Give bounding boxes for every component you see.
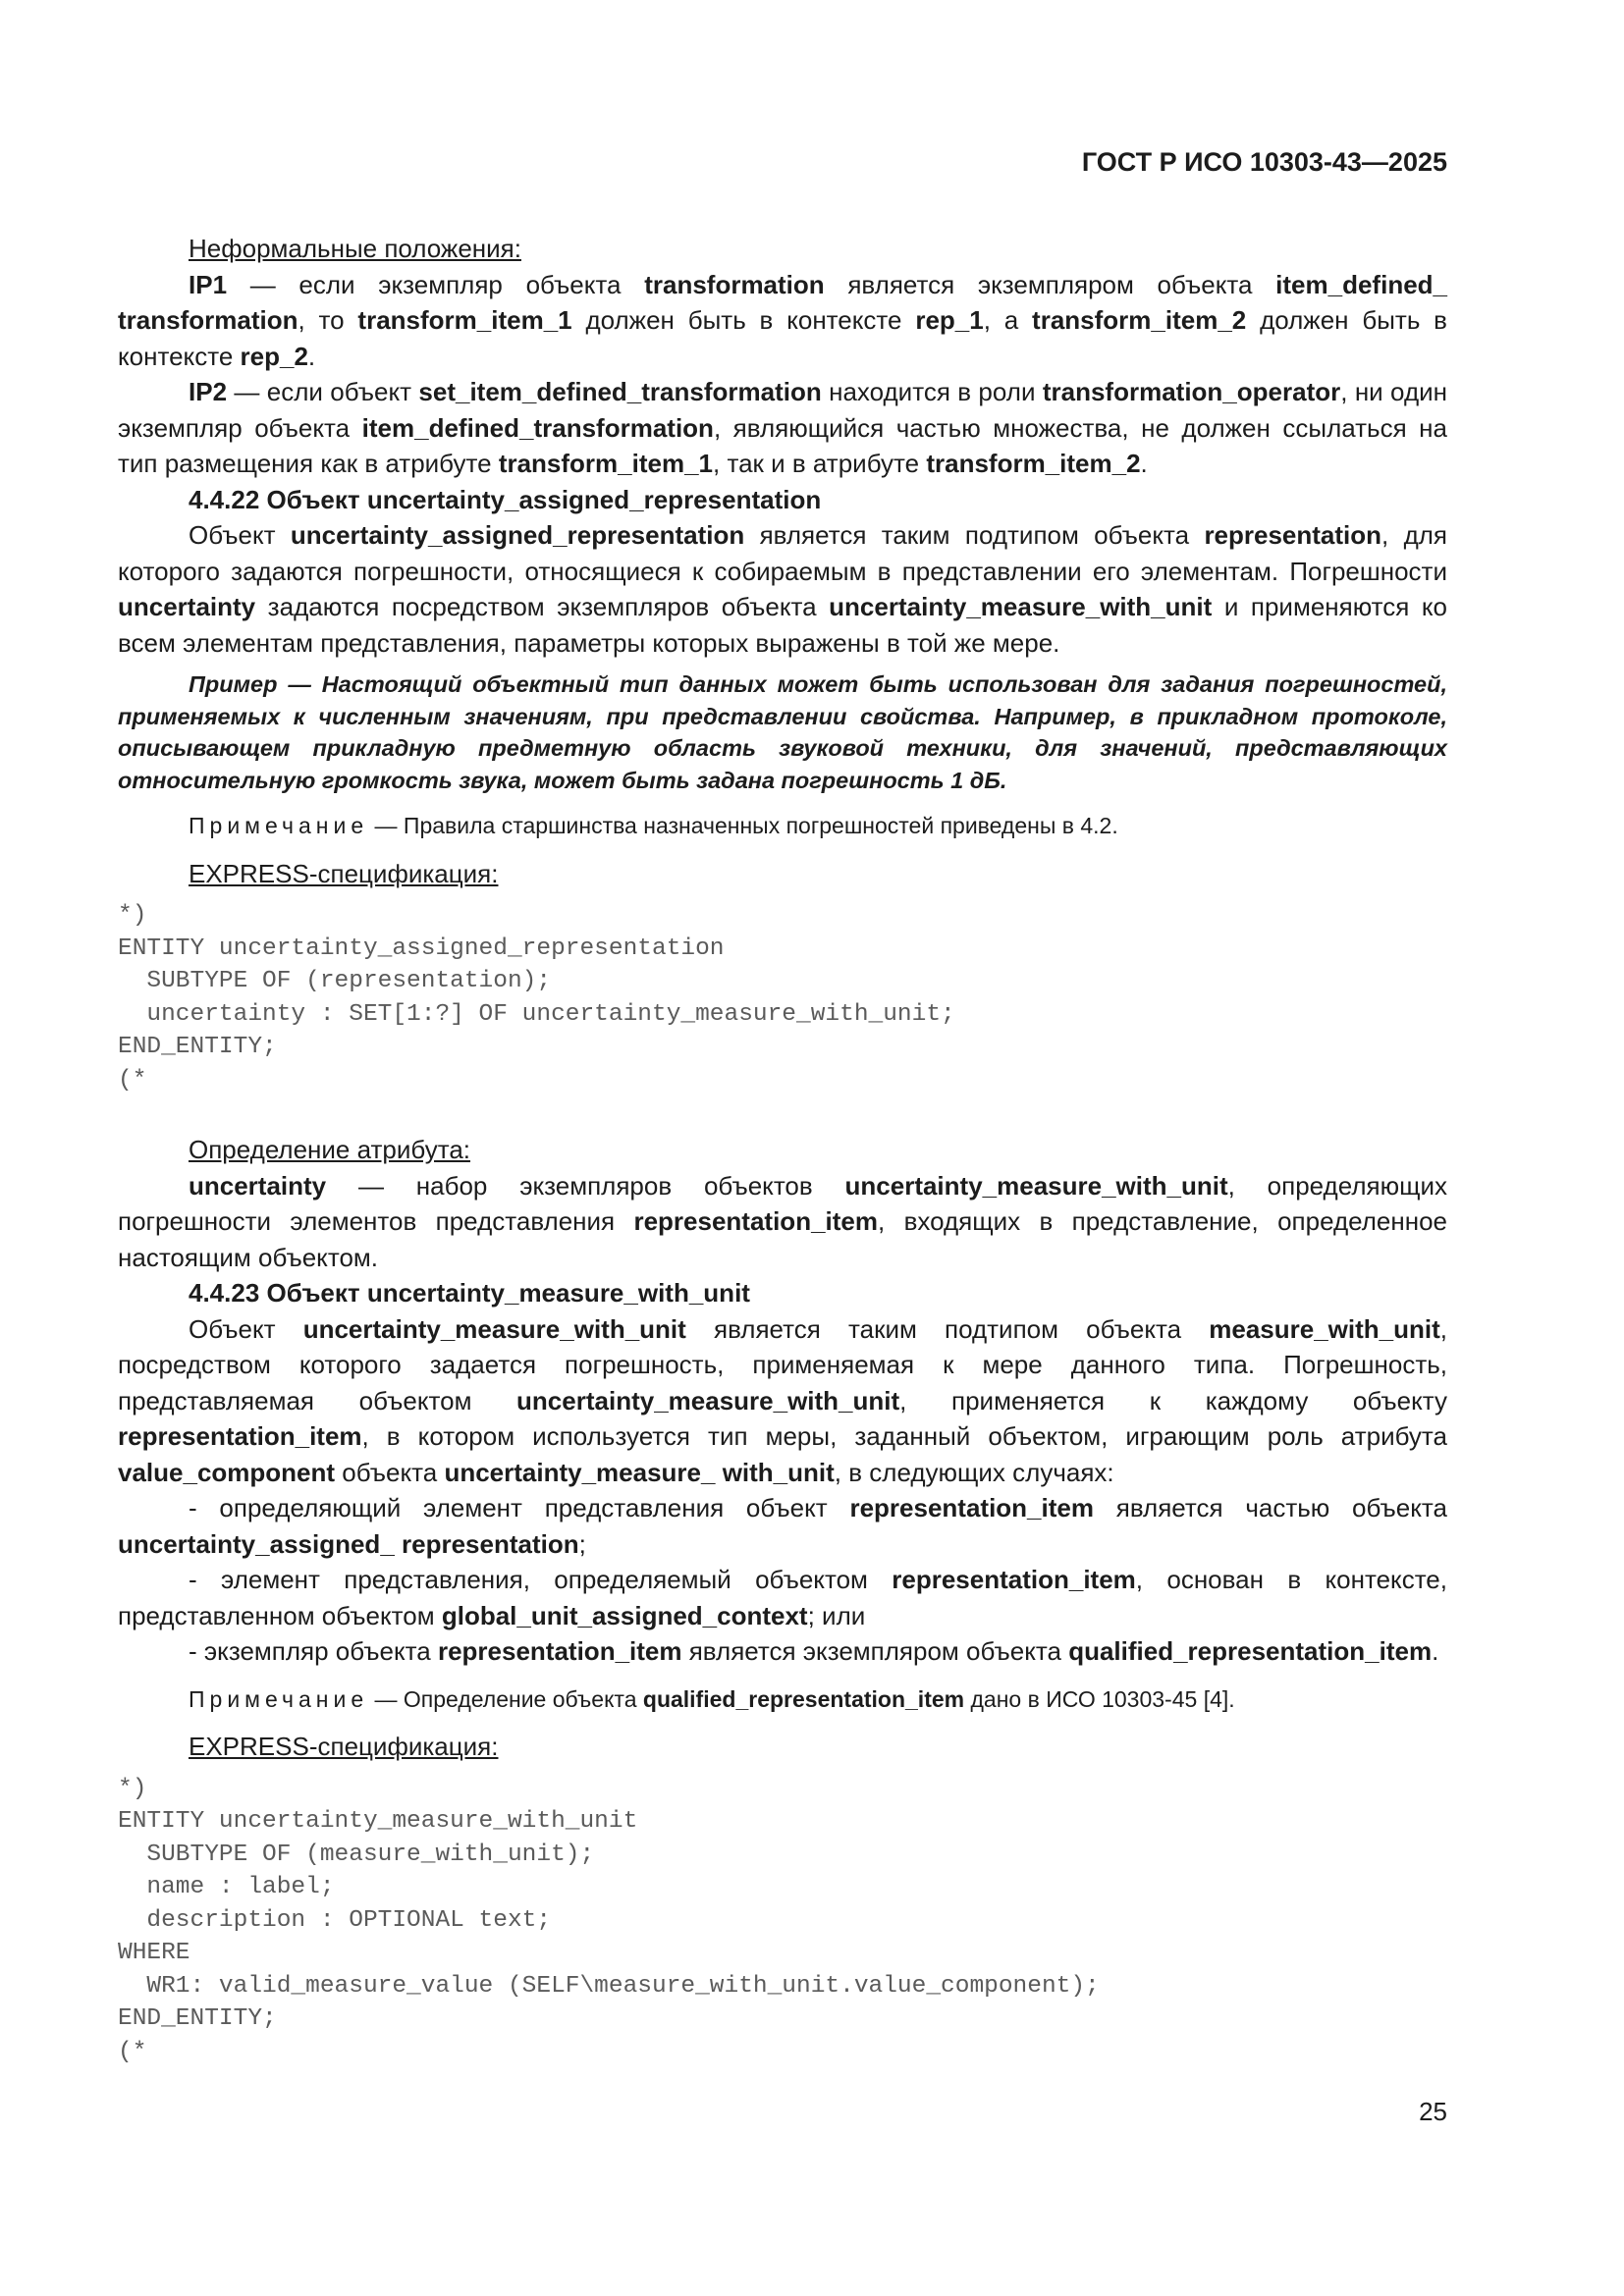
page-content xyxy=(118,231,1447,2068)
section-4-4-23-paragraph: Объект uncertainty_measure_with_unit является таким подтипом объекта measure_with_unit, посредством которого задается погрешность, применяемая к мере данного типа. Погрешность, представляемая объектом uncertainty_measure_with_unit, применяется к каждому объекту representation_item, в котором используется тип меры, заданный объектом, играющим роль атрибута value_component объекта uncertainty_measure_ with_unit, в следующих случаях: xyxy=(118,1313,1447,1487)
express-code-block-2: *) ENTITY uncertainty_measure_with_unit SUBTYPE OF (measure_with_unit); name : label; description : OPTIONAL text; WHERE WR1: valid_measure_value (SELF\measure_with_unit.value_component); END_ENTITY; (* xyxy=(118,1775,1100,2065)
example-paragraph: Пример — Настоящий объектный тип данных может быть использован для задания погрешностей, применяемых к численным значениям, при представлении свойства. Например, в прикладном протоколе, описывающем прикладную предметную область звуковой техники, для значений, представляющих относительную громкость звука, может быть задана погрешность 1 дБ. xyxy=(118,671,1447,793)
express-spec-title-2: EXPRESS-спецификация: xyxy=(189,1732,499,1761)
ip2-paragraph: IP2 — если объект set_item_defined_transformation находится в роли transformation_operator, ни один экземпляр объекта item_defined_transformation, являющийся частью множества, не должен ссылаться на тип размещения как в атрибуте transform_item_1, так и в атрибуте transform_item_2. xyxy=(118,377,1448,478)
attribute-definition-title: Определение атрибута: xyxy=(189,1135,471,1164)
document-header: ГОСТ Р ИСО 10303-43—2025 xyxy=(1081,147,1447,177)
list-item: - определяющий элемент представления объект representation_item является частью объекта uncertainty_assigned_ representation; xyxy=(118,1493,1447,1559)
list-item: - экземпляр объекта representation_item является экземпляром объекта qualified_representation_item. xyxy=(189,1636,1439,1666)
ip1-paragraph: IP1 — если экземпляр объекта transformation является экземпляром объекта item_defined_ transformation, то transform_item_1 должен быть в контексте rep_1, а transform_item_2 должен быть в контексте rep_2. xyxy=(118,269,1447,371)
section-4-4-22-paragraph: Объект uncertainty_assigned_representation является таким подтипом объекта representation, для которого задаются погрешности, относящиеся к собираемым в представлении его элементам. Погрешности uncertainty задаются посредством экземпляров объекта uncertainty_measure_with_unit и применяются ко всем элементам представления, параметры которых выражены в той же мере. xyxy=(118,520,1448,658)
informal-propositions-title: Неформальные положения: xyxy=(189,234,521,263)
page-number: 25 xyxy=(1419,2097,1447,2126)
section-heading-4-4-23: 4.4.23 Объект uncertainty_measure_with_unit xyxy=(189,1278,750,1308)
section-heading-4-4-22: 4.4.22 Объект uncertainty_assigned_representation xyxy=(189,484,822,514)
note-2: Примечание — Определение объекта qualified_representation_item дано в ИСО 10303-45 [4]. xyxy=(189,1685,1235,1712)
express-code-block-1: *) ENTITY uncertainty_assigned_representation SUBTYPE OF (representation); uncertainty : SET[1:?] OF uncertainty_measure_with_unit; END_ENTITY; (* xyxy=(118,902,955,1094)
attribute-definition-paragraph: uncertainty — набор экземпляров объектов uncertainty_measure_with_unit, определяющих погрешности элементов представления representation_item, входящих в представление, определенное настоящим объектом. xyxy=(118,1170,1447,1272)
list-item: - элемент представления, определяемый объектом representation_item, основан в контексте, представленном объектом global_unit_assigned_context; или xyxy=(118,1565,1447,1630)
express-spec-title-1: EXPRESS-спецификация: xyxy=(189,858,499,888)
note-1: Примечание — Правила старшинства назначенных погрешностей приведены в 4.2. xyxy=(189,813,1118,838)
